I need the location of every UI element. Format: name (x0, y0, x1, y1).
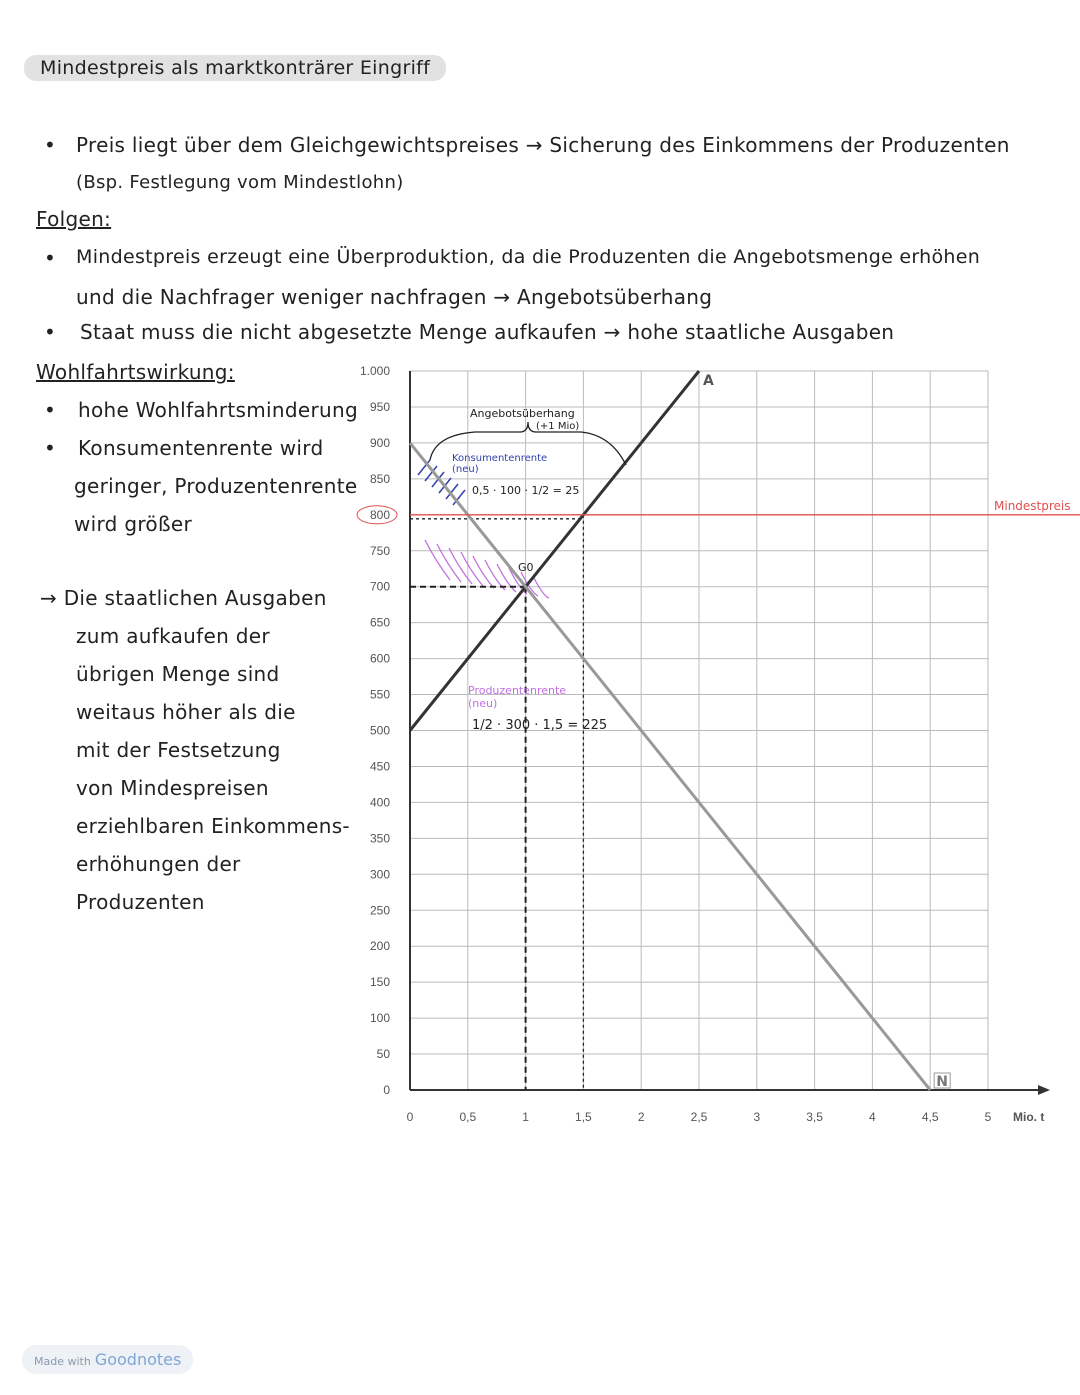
x-tick-label: 4,5 (921, 1110, 939, 1124)
y-tick-label: 750 (369, 543, 390, 558)
y-tick-label: 900 (369, 435, 390, 450)
consumer-surplus-new: (neu) (452, 464, 479, 475)
x-tick-label: 5 (984, 1110, 992, 1124)
conclusion-line: erziehlbaren Einkommens- (76, 814, 350, 838)
folgen-heading: Folgen: (36, 207, 112, 231)
producer-surplus-hatch (497, 564, 516, 592)
x-tick-label: 4 (869, 1110, 876, 1124)
y-tick-label: 400 (369, 795, 390, 810)
demand-label: N (936, 1074, 948, 1090)
conclusion-line: mit der Festsetzung (76, 738, 281, 762)
x-tick-label: 3 (753, 1110, 761, 1124)
y-tick-label: 350 (369, 831, 390, 846)
wohlfahrt-line: geringer, Produzentenrente (74, 474, 358, 498)
producer-surplus-calc: 1/2 · 300 · 1,5 = 225 (472, 718, 608, 733)
x-tick-label: 3,5 (806, 1110, 823, 1124)
x-axis-label: Mio. t (1013, 1110, 1045, 1124)
bullet: • (44, 320, 56, 344)
conclusion-line: erhöhungen der (76, 852, 241, 876)
x-tick-label: 2 (637, 1110, 645, 1124)
y-tick-label: 250 (369, 903, 390, 918)
y-tick-label: 550 (369, 687, 390, 702)
bullet: • (44, 398, 56, 422)
folgen-line: Mindestpreis erzeugt eine Überproduktion, da die Produzenten die Angebotsmenge erhöhen (76, 246, 981, 268)
y-tick-label: 850 (369, 471, 390, 486)
bullet: • (44, 133, 56, 157)
goodnotes-badge (22, 1345, 193, 1374)
wohlfahrt-line: hohe Wohlfahrtsminderung (78, 398, 358, 422)
y-tick-label: 100 (369, 1011, 390, 1026)
made-with-text: Made with (34, 1355, 91, 1368)
x-tick-label: 2,5 (690, 1110, 708, 1124)
y-tick-label: 50 (376, 1047, 390, 1062)
y-tick-label: 150 (369, 975, 390, 990)
equilibrium-label: G0 (518, 561, 534, 574)
y-tick-label: 200 (369, 939, 390, 954)
surplus-label: Angebotsüberhang (470, 407, 575, 420)
bullet: • (44, 436, 56, 460)
supply-label: A (703, 373, 714, 389)
conclusion-line: übrigen Menge sind (76, 662, 280, 686)
wohlfahrt-line: Konsumentenrente wird (78, 436, 324, 460)
conclusion-line: zum aufkaufen der (76, 624, 270, 648)
y-tick-label: 950 (369, 399, 390, 414)
folgen-line: Staat muss die nicht abgesetzte Menge aufkaufen → hohe staatliche Ausgaben (80, 320, 895, 344)
y-tick-label: 0 (383, 1083, 390, 1097)
producer-surplus-hatch (485, 560, 505, 590)
y-tick-label: 1.000 (359, 364, 390, 378)
x-tick-label: 0 (406, 1110, 414, 1124)
x-tick-label: 1 (522, 1110, 529, 1124)
folgen-line: und die Nachfrager weniger nachfragen → Angebotsüberhang (76, 285, 713, 309)
surplus-value: (+1 Mio) (536, 421, 580, 432)
goodnotes-brand: Goodnotes (94, 1350, 182, 1369)
conclusion-line: von Mindespreisen (76, 776, 269, 800)
consumer-surplus-calc: 0,5 · 100 · 1/2 = 25 (472, 484, 580, 497)
intro-line: Preis liegt über dem Gleichgewichtspreises → Sicherung des Einkommens der Produzenten (76, 133, 1010, 157)
intro-line: (Bsp. Festlegung vom Mindestlohn) (76, 172, 404, 193)
y-tick-label: 300 (369, 867, 390, 882)
note-title: Mindestpreis als marktkonträrer Eingriff (24, 55, 446, 81)
producer-surplus-new: (neu) (468, 697, 498, 710)
x-axis-arrow-icon (1038, 1085, 1050, 1095)
wohlfahrt-line: wird größer (74, 512, 192, 536)
y-tick-label: 800 (369, 507, 390, 522)
consumer-surplus-label: Konsumentenrente (452, 453, 548, 464)
wohlfahrt-heading: Wohlfahrtswirkung: (36, 360, 235, 384)
producer-surplus-label: Produzentenrente (468, 684, 567, 697)
conclusion-line: Produzenten (76, 890, 205, 914)
y-tick-label: 650 (369, 615, 390, 630)
y-tick-label: 500 (369, 723, 390, 738)
min-price-label: Mindestpreis (994, 498, 1071, 513)
bullet: • (44, 246, 56, 270)
conclusion-line: weitaus höher als die (76, 700, 296, 724)
y-tick-label: 700 (369, 579, 390, 594)
y-tick-label: 600 (369, 651, 390, 666)
x-tick-label: 0,5 (459, 1110, 477, 1124)
conclusion-line: → Die staatlichen Ausgaben (40, 586, 327, 610)
y-tick-label: 450 (369, 759, 390, 774)
x-tick-label: 1,5 (575, 1110, 592, 1124)
